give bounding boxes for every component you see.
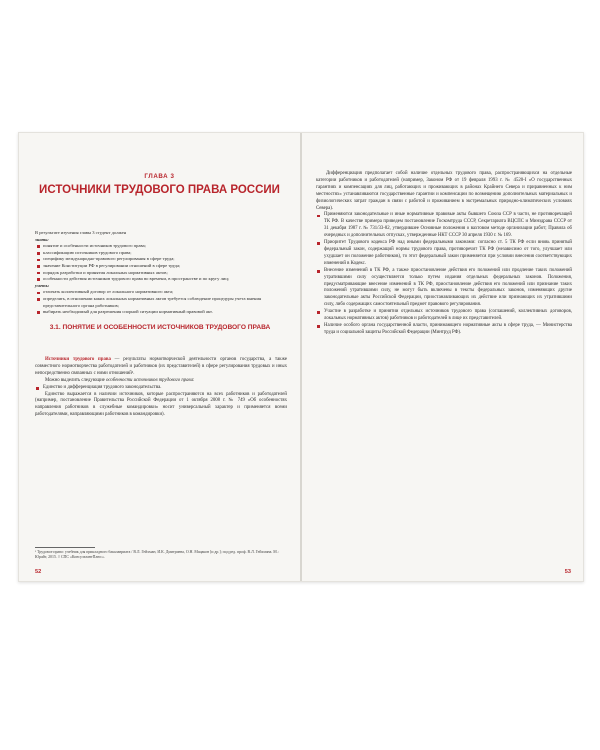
features-intro-text: Можно выделить следующие bbox=[45, 377, 107, 383]
know-item: значение Конституции РФ в регулировании отношений в сфере труда; bbox=[35, 263, 285, 270]
footnote-divider bbox=[35, 547, 95, 548]
left-body-text bbox=[35, 357, 287, 419]
can-item: выбирать необходимый для разрешения спорной ситуации нормативный правовой акт. bbox=[35, 309, 285, 316]
feature-bullet: Применяются законодательные и иные нормативные правовые акты бывшего Союза ССР в части, не противоречащей ТК РФ. В качестве примера приведем постановление Госкомтруда СССР, Секретариата ВЦСПС и Минздрава СССР от 31 декабря 1987 г. № 731/33-82, утвердившее Основные положения о вахтовом методе организации работ; Правила об очередных и дополнительных отпусках, утвержденные НКТ СССР 30 апреля 1930 г. № 169. bbox=[316, 212, 572, 240]
book-spread bbox=[18, 132, 584, 582]
chapter-title: ИСТОЧНИКИ ТРУДОВОГО ПРАВА РОССИИ bbox=[39, 184, 280, 196]
page-number-left: 52 bbox=[35, 569, 42, 575]
can-item: отличать коллективный договор от локального нормативного акта; bbox=[35, 289, 285, 296]
can-label: уметь: bbox=[35, 282, 50, 288]
definition-term: Источники трудового права bbox=[45, 357, 111, 362]
feature-bullet: Участие в разработке и принятии отдельных источников трудового права (соглашений, коллективных договоров, локальных нормативных актов) работников и работодателей в лице их представителей. bbox=[316, 309, 572, 323]
chapter-label: ГЛАВА 3 bbox=[144, 173, 175, 180]
footnote: ¹ Трудовое право: учебник для прикладного бакалавриата / В.Л. Гейхман, И.К. Дмитриева, О.Н. Мацакон [и др.]; под ред. проф. В.Л. Гейхмана. М.: Юрайт, 2015. // СПС «КонсультантПлюс». bbox=[35, 550, 279, 560]
definition-paragraph bbox=[35, 357, 287, 378]
features-intro bbox=[35, 378, 287, 385]
features-emphasis: особенности источников трудового права bbox=[106, 377, 193, 383]
left-page bbox=[19, 133, 300, 581]
right-page bbox=[302, 133, 583, 581]
differentiation-paragraph: Дифференциация предполагает собой наличие отдельных трудового права, распространяющихся на отдельные категории работников и работодателей (например, Законом РФ от 19 февраля 1993 г. № 4520-I «О государственных гарантиях и компенсациях для лиц, работающих и проживающих в районах Крайнего Севера и приравненных к ним местностях» устанавливаются государственные гарантии и компенсации по возмещению дополнительных материальных и физиологических затрат граждан в связи с работой и проживанием в экстремальных природно-климатических условиях Севера). bbox=[316, 171, 572, 211]
can-item: определять, в отношении каких локальных нормативных актов требуется соблюдение процедуры учета мнения представительного органа работников; bbox=[35, 296, 285, 309]
feature-bullet: Внесение изменений в ТК РФ, а также приостановление действия его положений или продление таких положений утратившими силу осуществляется только путем издания отдельных федеральных законов. Положения, предусматривающие внесение изменений в ТК РФ, приостановление действия его положений или признание таких положений утратившими силу, не могут быть включены в тексты федеральных законов, изменяющих другие законодательные акты Российской Федерации, приостанавливающих их действие или признающих их утратившими силу, либо содержащих самостоятельный предмет правового регулирования. bbox=[316, 268, 572, 309]
page-number-right: 53 bbox=[564, 569, 571, 575]
know-item: специфику международно-правового регулирования в сфере труда; bbox=[35, 256, 285, 263]
goals-intro: В результате изучения главы 3 студент должен bbox=[35, 230, 127, 235]
learning-goals bbox=[35, 230, 285, 316]
know-label: знать: bbox=[35, 236, 49, 242]
right-body-text bbox=[316, 171, 572, 337]
feature-bullet: Единство и дифференциация трудового законодательства. bbox=[35, 385, 287, 392]
features-intro-end: : bbox=[193, 377, 195, 383]
feature-bullet: Наличие особого органа государственной власти, принимающего нормативные акты в сфере труда, — Министерства труда и социальной защиты Российской Федерации (Минтруд РФ). bbox=[316, 323, 572, 337]
know-item: порядок разработки и принятия локальных нормативных актов; bbox=[35, 270, 285, 277]
know-item: понятие и особенности источников трудового права; bbox=[35, 243, 285, 250]
section-heading: 3.1. ПОНЯТИЕ И ОСОБЕННОСТИ ИСТОЧНИКОВ ТРУДОВОГО ПРАВА bbox=[49, 324, 271, 331]
definition-text: — результаты нормотворческой деятельности органов государства, а также совместного нормотворчества работодателей и работников (их представителей) в сфере регулирования трудовых и иных непосредственно связанных с ними отношений¹. bbox=[35, 357, 288, 376]
unity-paragraph: Единство выражается в наличии источников, которые распространяются на всех работников и работодателей (например, постановление Правительства Российской Федерации от 1 октября 2008 г. № 749 «Об особенностях направления работников в служебные командировки» носит универсальный характер и применяется всеми работодателями, направляющими работников в командировки). bbox=[35, 391, 287, 418]
feature-bullet: Приоритет Трудового кодекса РФ над иными федеральными законами: согласно ст. 5 ТК РФ если вновь принятый федеральный закон, содержащий нормы трудового права, противоречит ТК РФ (независимо от того, улучшает или ухудшает он положение работников), то этот федеральный закон применяется при условии внесения соответствующих изменений в Кодекс. bbox=[316, 240, 572, 268]
know-item: особенности действия источников трудового права во времени, в пространстве и по кругу лиц; bbox=[35, 276, 285, 283]
know-item: классификацию источников трудового права; bbox=[35, 250, 285, 257]
